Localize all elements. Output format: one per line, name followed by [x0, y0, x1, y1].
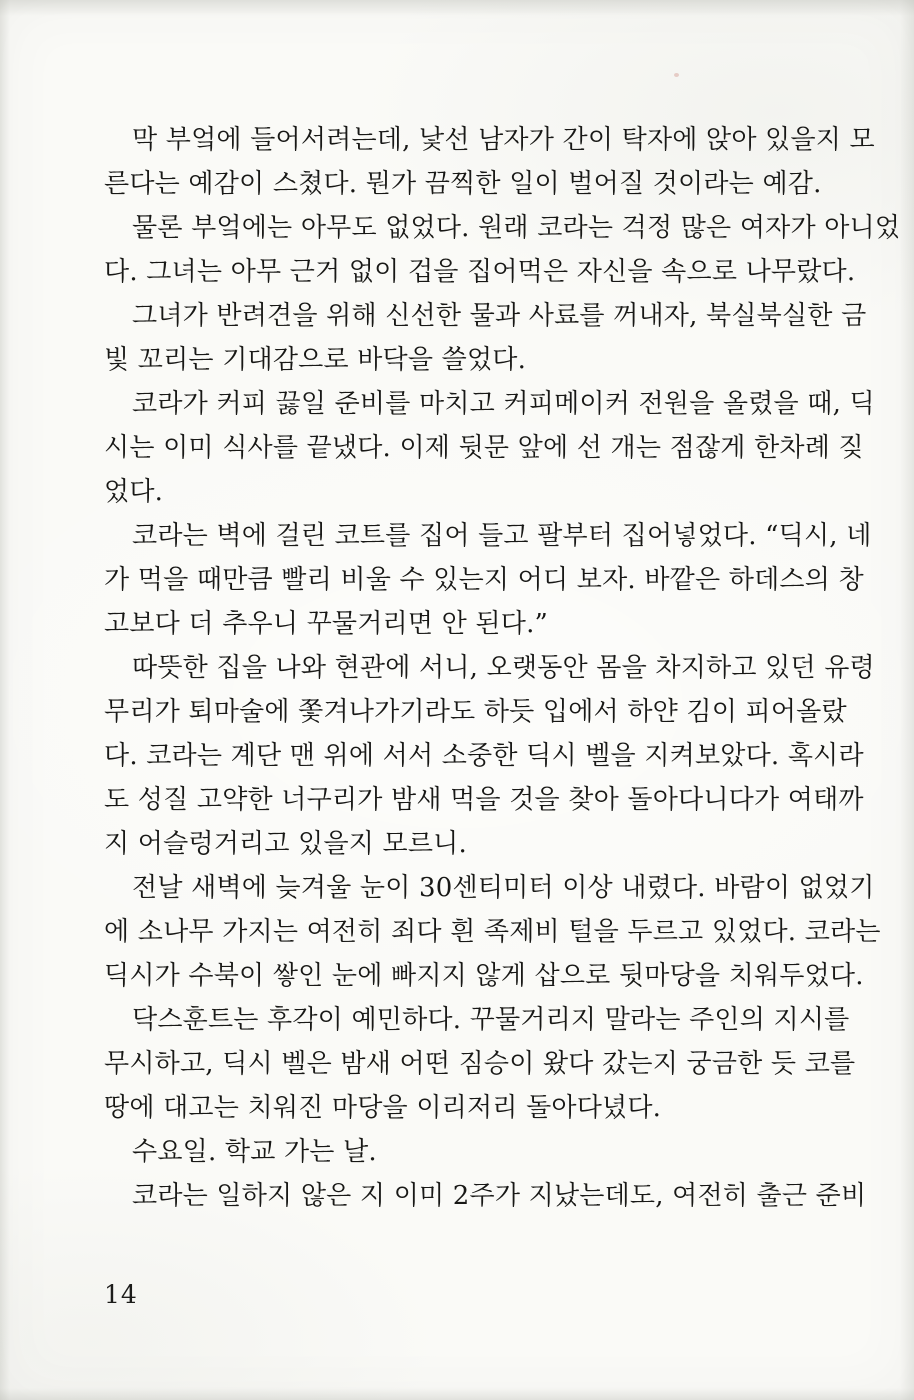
paragraph	[104, 866, 881, 998]
text-line: 가 먹을 때만큼 빨리 비울 수 있는지 어디 보자. 바깥은 하데스의 창	[104, 565, 864, 595]
body-text	[104, 118, 901, 1218]
paragraph	[104, 514, 872, 646]
paragraph	[104, 1174, 867, 1218]
paragraph	[104, 1130, 788, 1174]
text-line: 막 부엌에 들어서려는데, 낯선 남자가 간이 탁자에 앉아 있을지 모	[132, 125, 875, 155]
paragraph	[104, 382, 875, 514]
text-line: 무리가 퇴마술에 쫓겨나가기라도 하듯 입에서 하얀 김이 피어올랐	[104, 697, 847, 727]
text-line: 따뜻한 집을 나와 현관에 서니, 오랫동안 몸을 차지하고 있던 유령	[132, 653, 875, 683]
text-line: 었다.	[104, 477, 164, 507]
text-line: 닥스훈트는 후각이 예민하다. 꾸물거리지 말라는 주인의 지시를	[132, 1005, 850, 1035]
paragraph	[104, 206, 901, 294]
text-line: 빛 꼬리는 기대감으로 바닥을 쓸었다.	[104, 345, 527, 375]
scan-edge-bottom	[0, 1388, 914, 1400]
text-line: 다. 코라는 계단 맨 위에 서서 소중한 딕시 벨을 지켜보았다. 혹시라	[104, 741, 864, 771]
text-line: 코라가 커피 끓일 준비를 마치고 커피메이커 전원을 올렸을 때, 딕	[132, 389, 875, 419]
text-line: 물론 부엌에는 아무도 없었다. 원래 코라는 걱정 많은 여자가 아니었	[132, 213, 901, 243]
text-line: 고보다 더 추우니 꾸물거리면 안 된다.”	[104, 609, 549, 639]
scan-edge-top	[0, 0, 914, 16]
scan-edge-right	[900, 0, 914, 1400]
paragraph	[104, 118, 875, 206]
scan-edge-left	[0, 0, 10, 1400]
text-line: 코라는 벽에 걸린 코트를 집어 들고 팔부터 집어넣었다. “딕시, 네	[132, 521, 872, 551]
text-line: 수요일. 학교 가는 날.	[132, 1137, 377, 1167]
page-number: 14	[104, 1280, 138, 1309]
text-line: 른다는 예감이 스쳤다. 뭔가 끔찍한 일이 벌어질 것이라는 예감.	[104, 169, 822, 199]
text-line: 다. 그녀는 아무 근거 없이 겁을 집어먹은 자신을 속으로 나무랐다.	[104, 257, 856, 287]
paragraph	[104, 998, 856, 1130]
text-line: 전날 새벽에 늦겨울 눈이 30센티미터 이상 내렸다. 바람이 없었기	[132, 873, 875, 903]
text-line: 그녀가 반려견을 위해 신선한 물과 사료를 꺼내자, 북실북실한 금	[132, 301, 867, 331]
paragraph	[104, 646, 875, 866]
text-line: 시는 이미 식사를 끝냈다. 이제 뒷문 앞에 선 개는 점잖게 한차례 짖	[104, 433, 864, 463]
paragraph	[104, 294, 867, 382]
text-line: 땅에 대고는 치워진 마당을 이리저리 돌아다녔다.	[104, 1093, 662, 1123]
text-line: 무시하고, 딕시 벨은 밤새 어떤 짐승이 왔다 갔는지 궁금한 듯 코를	[104, 1049, 856, 1079]
text-line: 코라는 일하지 않은 지 이미 2주가 지났는데도, 여전히 출근 준비	[132, 1181, 867, 1211]
text-line: 도 성질 고약한 너구리가 밤새 먹을 것을 찾아 돌아다니다가 여태까	[104, 785, 864, 815]
text-line: 딕시가 수북이 쌓인 눈에 빠지지 않게 삽으로 뒷마당을 치워두었다.	[104, 961, 864, 991]
text-line: 에 소나무 가지는 여전히 죄다 흰 족제비 털을 두르고 있었다. 코라는	[104, 917, 881, 947]
text-line: 지 어슬렁거리고 있을지 모르니.	[104, 829, 467, 859]
paper-speck	[674, 73, 679, 77]
